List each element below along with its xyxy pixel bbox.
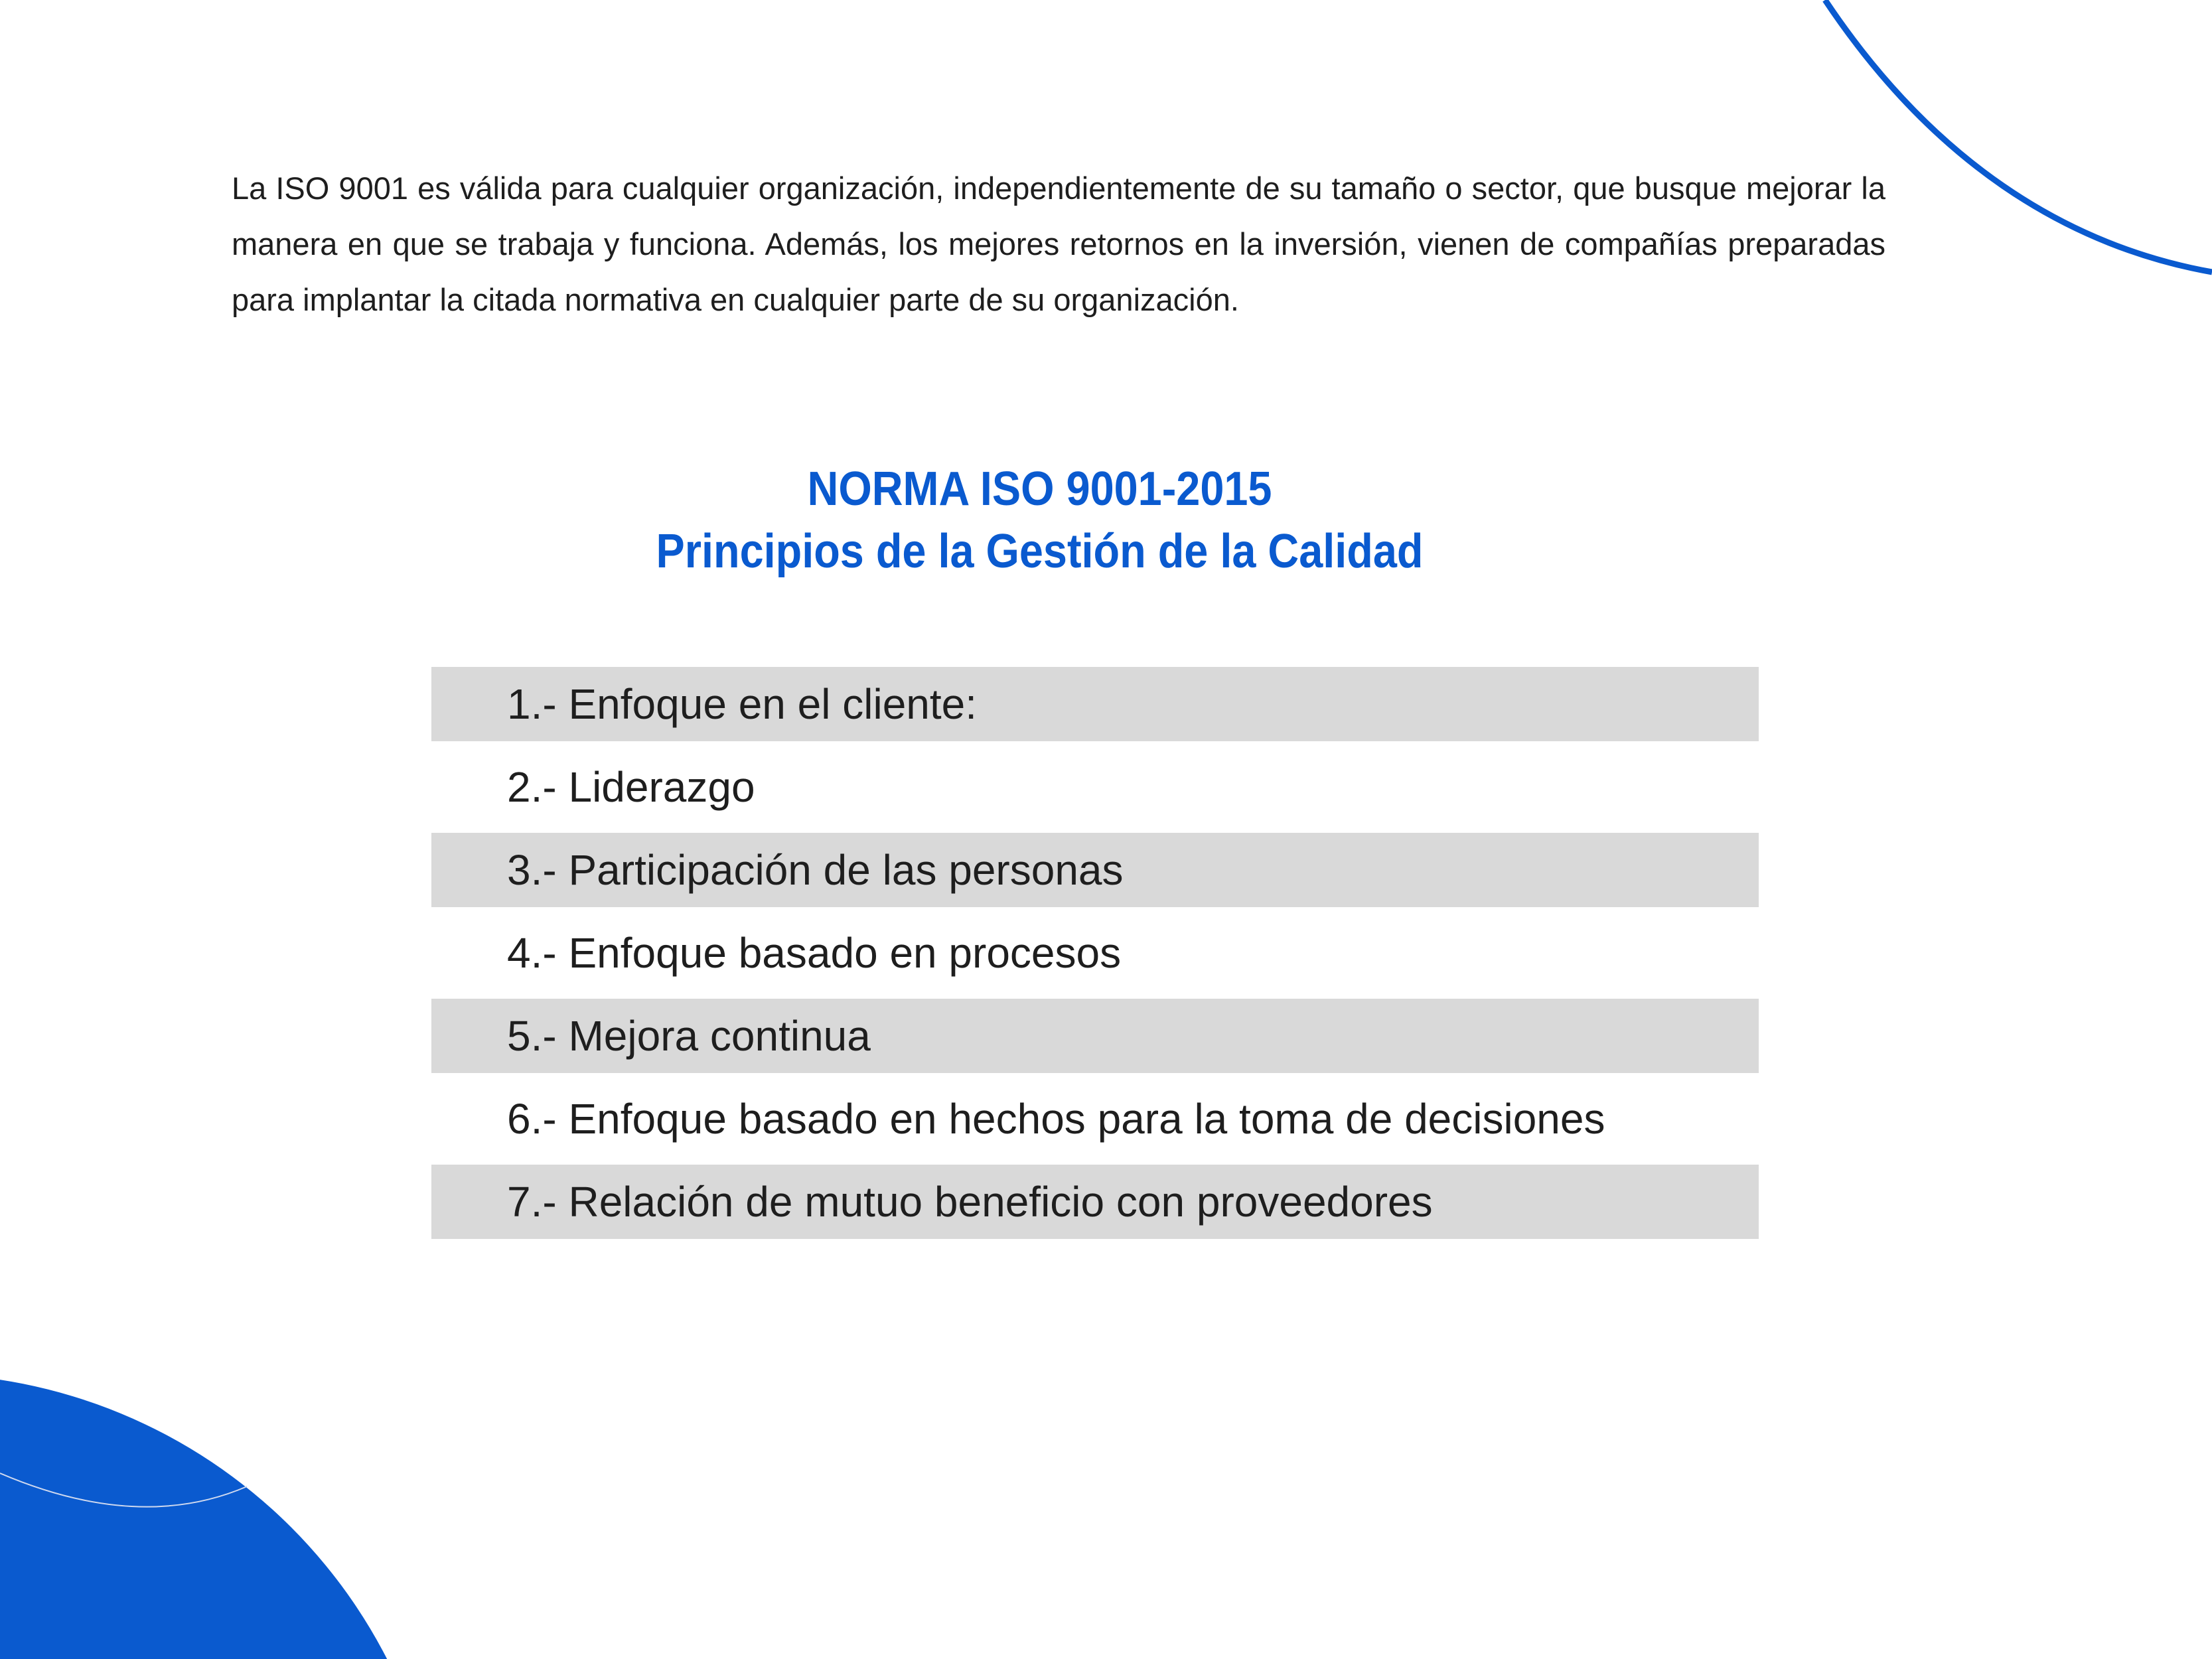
bottom-left-circle (0, 1374, 445, 1659)
principle-label: 5.- Mejora continua (507, 1012, 871, 1060)
principle-row (431, 999, 1759, 1073)
page-subtitle: Principios de la Gestión de la Calidad (656, 525, 1424, 578)
principle-label: 7.- Relación de mutuo beneficio con proveedores (507, 1178, 1433, 1226)
principle-row (431, 750, 1759, 824)
page-title: NORMA ISO 9001-2015 (807, 463, 1272, 516)
principle-label: 1.- Enfoque en el cliente: (507, 680, 978, 728)
principle-row (431, 667, 1759, 741)
principle-row (431, 916, 1759, 990)
principle-label: 6.- Enfoque basado en hechos para la toma de decisiones (507, 1095, 1605, 1143)
principle-row (431, 1082, 1759, 1156)
principles-list (431, 667, 1759, 1244)
principle-label: 2.- Liderazgo (507, 763, 755, 811)
principle-row (431, 833, 1759, 907)
principle-label: 4.- Enfoque basado en procesos (507, 929, 1122, 977)
intro-paragraph: La ISO 9001 es válida para cualquier organización, independientemente de su tamaño o sector, que busque mejorar la manera en que se trabaja y funciona. Además, los mejores retornos en la inversión, vienen de compañías preparadas para implantar la citada normativa en cualquier parte de su organización. (232, 171, 1885, 317)
principle-label: 3.- Participación de las personas (507, 846, 1124, 894)
principle-row (431, 1165, 1759, 1239)
